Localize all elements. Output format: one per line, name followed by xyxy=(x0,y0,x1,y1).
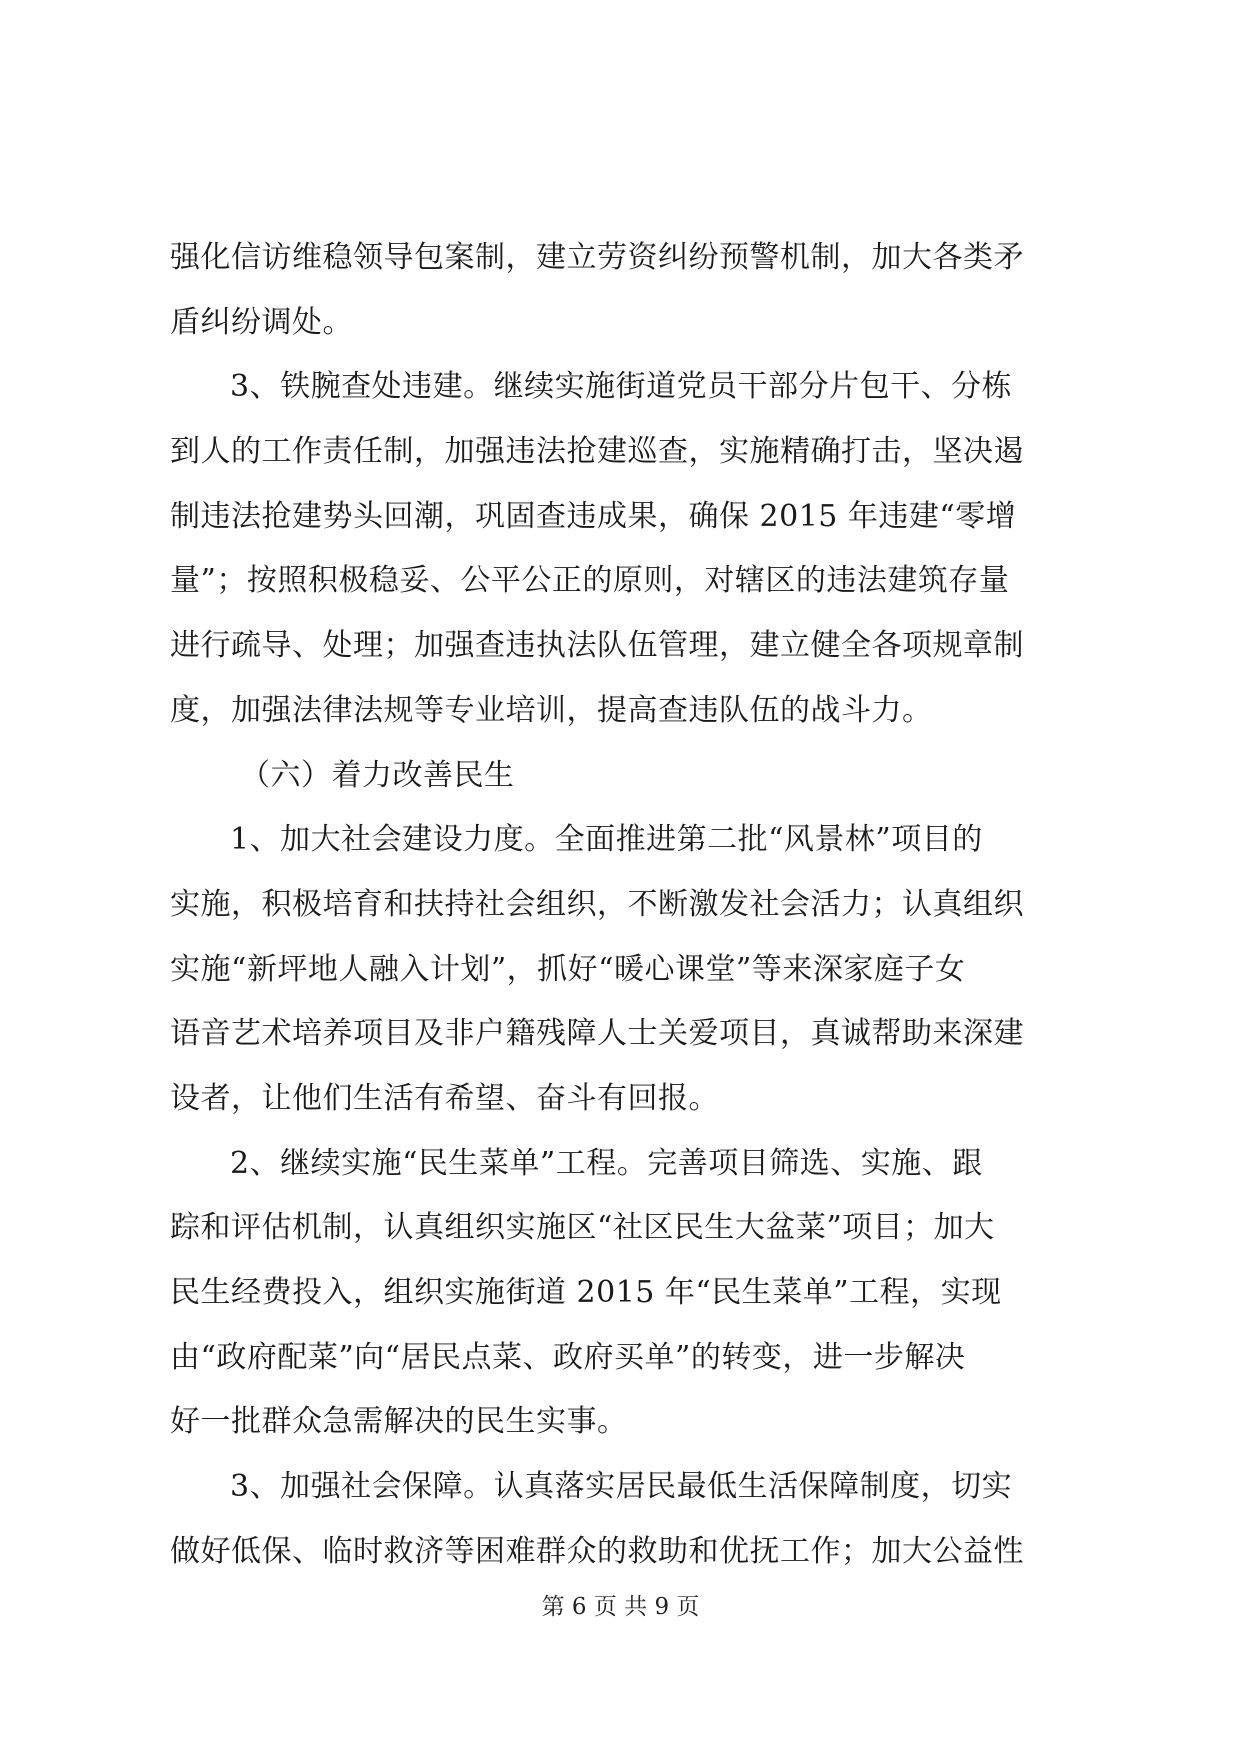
paragraph-line: 量”；按照积极稳妥、公平公正的原则，对辖区的违法建筑存量 xyxy=(170,563,1010,599)
paragraph-line: 语音艺术培养项目及非户籍残障人士关爱项目，真诚帮助来深建 xyxy=(170,1016,1024,1052)
paragraph-line: 强化信访维稳领导包案制，建立劳资纠纷预警机制，加大各类矛 xyxy=(170,240,1024,275)
paragraph-line: 好一批群众急需解决的民生实事。 xyxy=(170,1404,628,1440)
paragraph-line: 进行疏导、处理；加强查违执法队伍管理，建立健全各项规章制 xyxy=(170,628,1024,664)
paragraph-line: 度，加强法律法规等专业培训，提高查违队伍的战斗力。 xyxy=(170,692,933,728)
paragraph-line: 民生经费投入，组织实施街道 2015 年“民生菜单”工程，实现 xyxy=(170,1275,1002,1310)
paragraph-line: 实施，积极培育和扶持社会组织，不断激发社会活力；认真组织 xyxy=(170,886,1024,922)
paragraph-line: 2、继续实施“民生菜单”工程。完善项目筛选、实施、跟 xyxy=(230,1145,983,1181)
paragraph-line: 做好低保、临时救济等困难群众的救助和优抚工作；加大公益性 xyxy=(170,1533,1024,1569)
paragraph-line: 3、加强社会保障。认真落实居民最低生活保障制度，切实 xyxy=(230,1469,1013,1505)
paragraph-line: 设者，让他们生活有希望、奋斗有回报。 xyxy=(170,1080,719,1116)
paragraph-line: 实施“新坪地人融入计划”，抓好“暖心课堂”等来深家庭子女 xyxy=(170,951,966,987)
section-heading: （六）着力改善民生 xyxy=(240,757,515,793)
paragraph-line: 1、加大社会建设力度。全面推进第二批“风景林”项目的 xyxy=(230,822,983,858)
paragraph-line: 3、铁腕查处违建。继续实施街道党员干部分片包干、分栋 xyxy=(230,369,1013,405)
page-number-footer: 第 6 页 共 9 页 xyxy=(541,1594,700,1620)
document-body xyxy=(170,226,1080,1584)
paragraph-line: 到人的工作责任制，加强违法抢建巡查，实施精确打击，坚决遏 xyxy=(170,434,1024,470)
paragraph-line: 制违法抢建势头回潮，巩固查违成果，确保 2015 年违建“零增 xyxy=(170,498,1017,534)
paragraph-line: 盾纠纷调处。 xyxy=(170,304,353,340)
paragraph-line: 由“政府配菜”向“居民点菜、政府买单”的转变，进一步解决 xyxy=(170,1339,966,1375)
paragraph-line: 踪和评估机制，认真组织实施区“社区民生大盆菜”项目；加大 xyxy=(170,1210,995,1246)
